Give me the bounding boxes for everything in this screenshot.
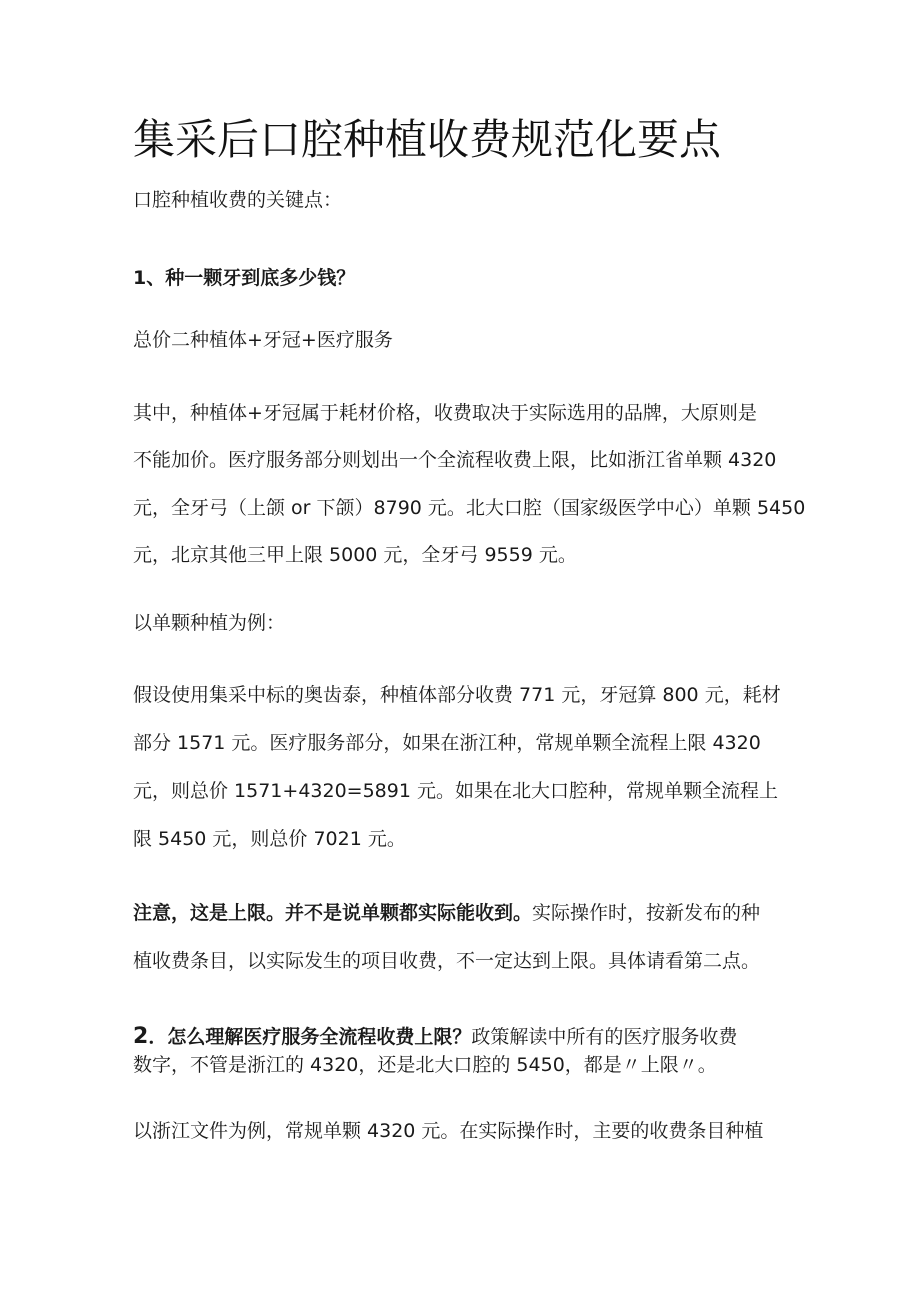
example-intro: 以单颗种植为例： <box>133 612 286 634</box>
section2-line <box>133 1022 737 1052</box>
paragraph-line: 部分 1571 元。医疗服务部分，如果在浙江种，常规单颗全流程上限 4320 <box>133 732 761 754</box>
note-line <box>133 898 760 928</box>
note-bold-text: 注意，这是上限。并不是说单颗都实际能收到。 <box>133 902 533 924</box>
section1-heading: 1、种一颗牙到底多少钱？ <box>133 267 356 289</box>
paragraph-line: 以浙江文件为例，常规单颗 4320 元。在实际操作时，主要的收费条目种植 <box>133 1120 764 1142</box>
paragraph-line: 限 5450 元，则总价 7021 元。 <box>133 828 406 850</box>
paragraph-line: 元，北京其他三甲上限 5000 元，全牙弓 9559 元。 <box>133 544 577 566</box>
section2-number: 2 <box>133 1024 149 1049</box>
document-title: 集采后口腔种植收费规范化要点 <box>133 115 722 164</box>
paragraph-line: 假设使用集采中标的奥齿泰，种植体部分收费 771 元，牙冠算 800 元，耗材 <box>133 684 781 706</box>
note-line-2: 植收费条目，以实际发生的项目收费，不一定达到上限。具体请看第二点。 <box>133 950 761 972</box>
paragraph-line: 元，则总价 1571+4320=5891 元。如果在北大口腔种，常规单颗全流程上 <box>133 780 778 802</box>
paragraph-line: 元，全牙弓（上颌 or 下颌）8790 元。北大口腔（国家级医学中心）单颗 5450 <box>133 497 806 519</box>
subtitle: 口腔种植收费的关键点： <box>133 189 343 211</box>
paragraph-line: 不能加价。医疗服务部分则划出一个全流程收费上限，比如浙江省单颗 4320 <box>133 449 777 471</box>
paragraph-line: 其中，种植体+牙冠属于耗材价格，收费取决于实际选用的品牌，大原则是 <box>133 402 757 424</box>
section2-line-2: 数字，不管是浙江的 4320，还是北大口腔的 5450，都是〃上限〃。 <box>133 1054 717 1076</box>
section2-heading: ．怎么理解医疗服务全流程收费上限？ <box>148 1026 472 1048</box>
price-formula: 总价二种植体+牙冠+医疗服务 <box>133 329 393 351</box>
note-text: 实际操作时，按新发布的种 <box>532 902 761 924</box>
section2-text: 政策解读中所有的医疗服务收费 <box>471 1026 738 1048</box>
